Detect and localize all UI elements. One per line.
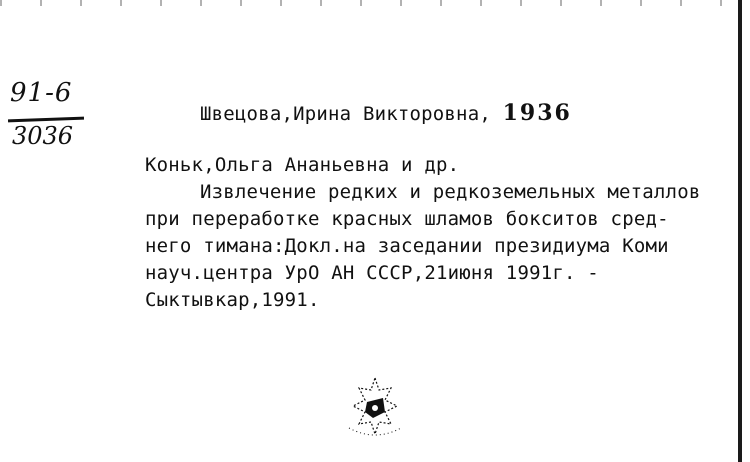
author-name: Швецова,Ирина Викторовна, — [200, 103, 491, 125]
description-line-1: Извлечение редких и редкоземельных металлов — [200, 181, 701, 203]
description-line-3: него тимана:Докл.на заседании президиума Коми — [145, 235, 669, 257]
description-line-2: при переработке красных шламов бокситов сред- — [145, 208, 669, 230]
shelf-mark-bottom: 3036 — [12, 122, 74, 150]
shelf-mark-top: 91-6 — [10, 78, 73, 108]
description-line-5: Сыктывкар,1991. — [145, 289, 320, 311]
coauthor-line: Коньк,Ольга Ананьевна и др. — [145, 154, 460, 176]
library-stamp-icon — [335, 372, 415, 447]
scan-border-specks — [0, 0, 750, 6]
description-line-4: науч.центра УрО АН СССР,21июня 1991г. - — [145, 262, 599, 284]
card-right-edge-rule — [738, 0, 742, 462]
author-birth-year: 1936 — [502, 100, 572, 126]
author-heading — [200, 100, 572, 127]
